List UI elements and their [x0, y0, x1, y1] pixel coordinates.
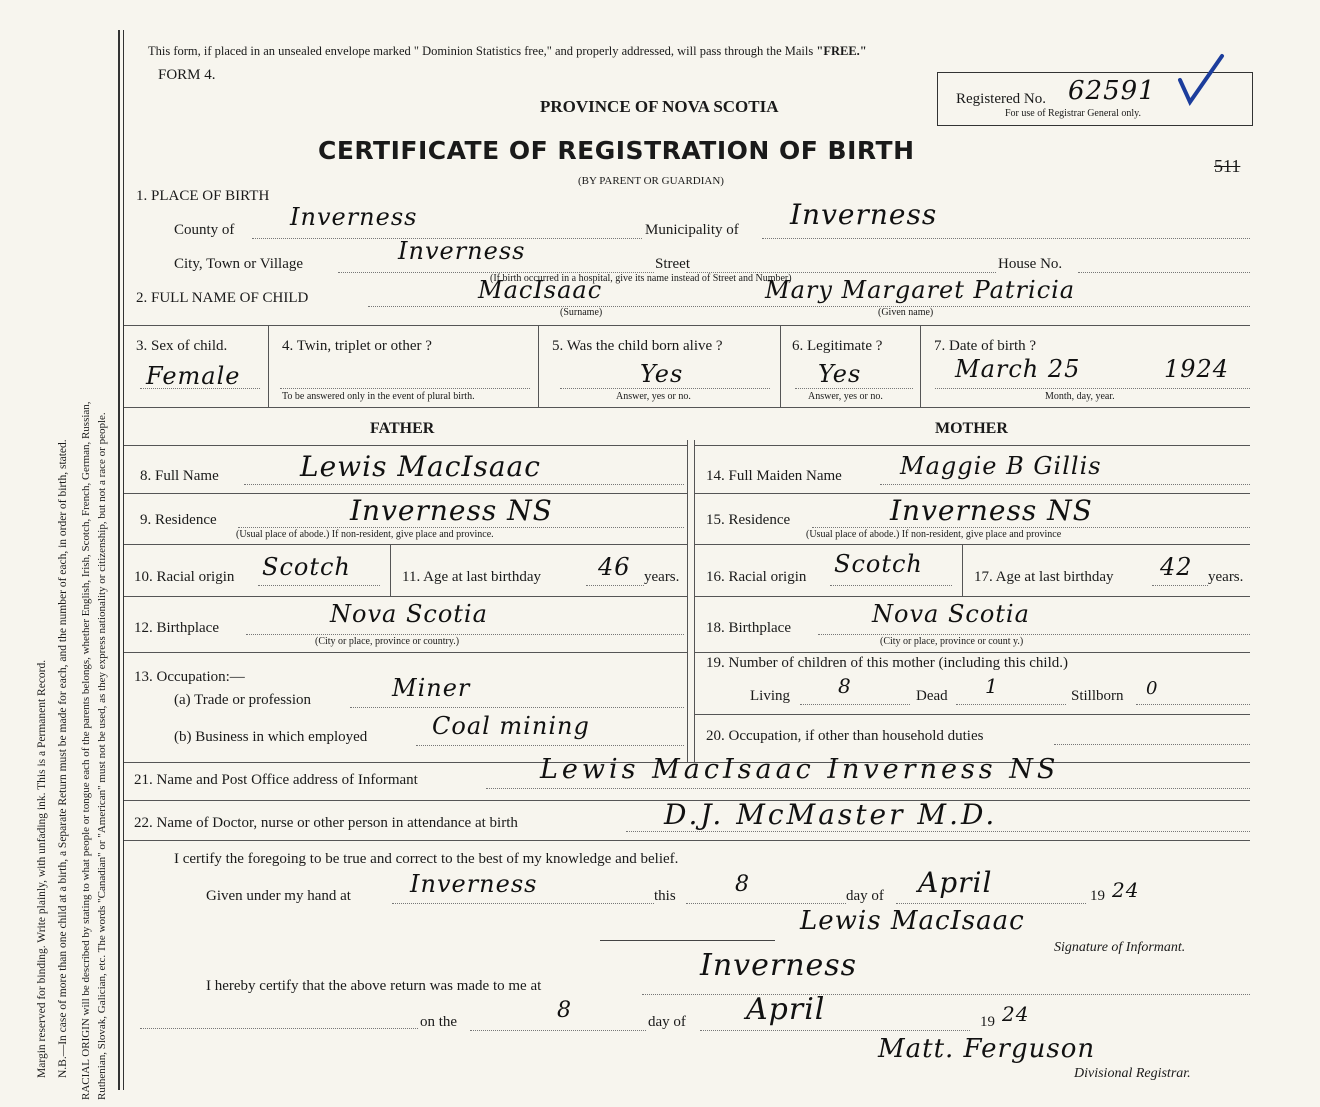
father-age-line	[586, 585, 644, 586]
father-years-label: years.	[644, 569, 680, 585]
mother-name-label: 14. Full Maiden Name	[706, 468, 842, 484]
left-border	[118, 30, 120, 1090]
municipality-value: Inverness	[790, 198, 938, 231]
mother-residence-line	[812, 527, 1250, 528]
registered-note: For use of Registrar General only.	[1005, 108, 1141, 119]
row12-bottom-mother	[694, 652, 1250, 653]
father-heading: FATHER	[370, 420, 435, 437]
mail-notice-free: "FREE."	[816, 44, 867, 58]
mother-occupation-line	[1054, 744, 1250, 745]
informant-signature: Lewis MacIsaac	[800, 906, 1025, 936]
mother-years-label: years.	[1208, 569, 1244, 585]
mother-living-line	[800, 704, 910, 705]
row10-bottom-father	[124, 596, 687, 597]
registrar-month-line	[700, 1030, 970, 1031]
informant-line	[486, 788, 1250, 789]
mother-living-label: Living	[750, 688, 790, 704]
city-label: City, Town or Village	[174, 256, 304, 272]
father-birthplace-line	[246, 634, 684, 635]
divider-row3-bottom	[124, 407, 1250, 408]
father-age-label: 11. Age at last birthday	[402, 569, 541, 585]
sex-line	[140, 388, 260, 389]
mother-heading-rule	[694, 445, 1250, 446]
mother-stillborn-label: Stillborn	[1071, 688, 1124, 704]
child-surname: MacIsaac	[478, 276, 603, 304]
father-business-line	[416, 745, 684, 746]
city-value: Inverness	[398, 237, 526, 265]
father-racial-line	[258, 585, 380, 586]
check-mark-icon	[1176, 52, 1226, 112]
registrar-day-of-label: day of	[648, 1014, 686, 1030]
father-birthplace-note: (City or place, province or country.)	[315, 636, 460, 647]
certify-text: I certify the foregoing to be true and correct to the best of my knowledge and belief.	[174, 851, 679, 867]
given-day: 8	[735, 872, 750, 897]
divider-row3-top	[124, 325, 1250, 326]
mother-birthplace-line	[818, 634, 1250, 635]
page-subtitle: (BY PARENT OR GUARDIAN)	[578, 175, 724, 187]
page-title: CERTIFICATE OF REGISTRATION OF BIRTH	[318, 136, 915, 165]
mother-birthplace-note: (City or place, province or count y.)	[880, 636, 1024, 647]
row3-div-3	[780, 325, 781, 407]
child-given-name: Mary Margaret Patricia	[765, 276, 1076, 304]
alive-line	[560, 388, 770, 389]
father-occupation-label: 13. Occupation:—	[134, 669, 245, 685]
dob-line	[935, 388, 1250, 389]
registrar-place: Inverness	[700, 948, 858, 983]
father-residence-note: (Usual place of abode.) If non-resident, give place and province.	[236, 529, 494, 540]
twin-label: 4. Twin, triplet or other ?	[282, 338, 432, 354]
father-birthplace-value: Nova Scotia	[330, 600, 488, 628]
father-name-line	[244, 484, 684, 485]
given-place-line	[392, 903, 654, 904]
mother-age-line	[1152, 585, 1208, 586]
doctor-value: D.J. McMaster M.D.	[664, 798, 998, 831]
mail-notice	[148, 44, 867, 59]
margin-note-1: Margin reserved for binding. Write plainly, with unfading ink. This is a Permanent Record.	[36, 659, 48, 1078]
legitimate-note: Answer, yes or no.	[808, 391, 883, 402]
mother-dead-value: 1	[985, 674, 999, 698]
mother-birthplace-label: 18. Birthplace	[706, 620, 791, 636]
informant-label: 21. Name and Post Office address of Informant	[134, 772, 418, 788]
alive-value: Yes	[640, 360, 684, 388]
father-residence-line	[238, 527, 684, 528]
doctor-label: 22. Name of Doctor, nurse or other person in attendance at birth	[134, 815, 518, 831]
mother-name-value: Maggie B Gillis	[900, 452, 1102, 480]
signature-line	[600, 940, 775, 941]
given-place: Inverness	[410, 870, 538, 898]
informant-value: Lewis MacIsaac Inverness NS	[540, 754, 1060, 785]
surname-caption: (Surname)	[560, 307, 603, 318]
on-the-label: on the	[420, 1014, 458, 1030]
mother-occupation-label: 20. Occupation, if other than household duties	[706, 728, 984, 744]
father-business-label: (b) Business in which employed	[174, 729, 368, 745]
signature-label: Signature of Informant.	[1054, 940, 1186, 955]
margin-note-3: RACIAL ORIGIN will be described by stating to what people or tongue each of the parents belongs, whether English, Irish, Scotch, French, German, Russian,	[80, 401, 92, 1100]
father-residence-value: Inverness NS	[350, 494, 553, 527]
child-name-line	[368, 306, 1250, 307]
registrar-certify-text: I hereby certify that the above return was made to me at	[206, 978, 542, 994]
mother-stillborn-line	[1136, 704, 1250, 705]
margin-note-2: N.B.—In case of more than one child at a birth, a Separate Return must be made for each, and the number of each, in order of birth, stated.	[57, 439, 69, 1078]
registered-label: Registered No.	[956, 91, 1046, 107]
father-birthplace-label: 12. Birthplace	[134, 620, 219, 636]
registrar-signature: Matt. Ferguson	[878, 1034, 1096, 1064]
row22-bottom	[124, 840, 1250, 841]
this-label: this	[654, 888, 676, 904]
registrar-day-line	[470, 1030, 646, 1031]
mother-racial-value: Scotch	[834, 550, 923, 578]
house-line	[1078, 272, 1250, 273]
registered-number: 62591	[1068, 76, 1156, 106]
center-divider-a	[687, 440, 688, 762]
row9-bottom-father	[124, 544, 687, 545]
row3-div-1	[268, 325, 269, 407]
registrar-year-suffix: 24	[1002, 1002, 1030, 1026]
month-line	[896, 903, 1086, 904]
hospital-note: (If birth occurred in a hospital, give its name instead of Street and Number)	[490, 273, 792, 284]
father-racial-value: Scotch	[262, 553, 351, 581]
row19-bottom-mother	[694, 714, 1250, 715]
father-business-value: Coal mining	[432, 712, 590, 740]
father-trade-value: Miner	[392, 674, 471, 702]
father-racial-divider	[390, 544, 391, 596]
house-label: House No.	[998, 256, 1063, 272]
dob-note: Month, day, year.	[1045, 391, 1115, 402]
legitimate-value: Yes	[818, 360, 862, 388]
alive-label: 5. Was the child born alive ?	[552, 338, 723, 354]
given-month: April	[918, 866, 993, 899]
mother-dead-line	[956, 704, 1066, 705]
father-name-label: 8. Full Name	[140, 468, 219, 484]
day-of-label: day of	[846, 888, 884, 904]
father-racial-label: 10. Racial origin	[134, 569, 235, 585]
sex-label: 3. Sex of child.	[136, 338, 228, 354]
father-heading-rule	[124, 445, 687, 446]
registrar-left-line	[140, 1028, 418, 1029]
mother-age-label: 17. Age at last birthday	[974, 569, 1114, 585]
mother-dead-label: Dead	[916, 688, 948, 704]
father-trade-line	[350, 707, 684, 708]
given-name-caption: (Given name)	[878, 307, 934, 318]
mother-children-label: 19. Number of children of this mother (including this child.)	[706, 655, 1069, 671]
place-of-birth-label: 1. PLACE OF BIRTH	[136, 188, 270, 204]
father-age-value: 46	[598, 553, 631, 581]
row9-bottom-mother	[694, 544, 1250, 545]
registrar-signature-label: Divisional Registrar.	[1074, 1066, 1191, 1081]
municipality-line	[762, 238, 1250, 239]
registrar-day: 8	[557, 998, 572, 1023]
given-year-prefix: 19	[1090, 888, 1105, 904]
mother-birthplace-value: Nova Scotia	[872, 600, 1030, 628]
county-value: Inverness	[290, 203, 418, 231]
father-trade-label: (a) Trade or profession	[174, 692, 312, 708]
mother-racial-line	[830, 585, 952, 586]
mother-racial-divider	[962, 544, 963, 596]
mother-age-value: 42	[1160, 553, 1193, 581]
registrar-place-line	[642, 994, 1250, 995]
form-number: FORM 4.	[158, 67, 216, 83]
row10-bottom-mother	[694, 596, 1250, 597]
mother-racial-label: 16. Racial origin	[706, 569, 807, 585]
margin-note-4: Ruthenian, Slovak, Galician, etc. The words "Canadian" or "American" must not be used, as they express nationality or citizenship, but not a race or people.	[96, 412, 108, 1100]
mail-notice-text: This form, if placed in an unsealed envelope marked " Dominion Statistics free," and properly addressed, will pass through the Mails	[148, 44, 817, 58]
mother-residence-value: Inverness NS	[890, 494, 1093, 527]
row3-div-4	[920, 325, 921, 407]
dob-month-day: March 25	[955, 355, 1081, 383]
father-residence-label: 9. Residence	[140, 512, 217, 528]
corner-mark: 511	[1214, 156, 1241, 176]
street-label: Street	[655, 256, 690, 272]
province-heading: PROVINCE OF NOVA SCOTIA	[540, 97, 779, 116]
dob-year: 1924	[1164, 355, 1230, 383]
mother-residence-note: (Usual place of abode.) If non-resident, give place and province	[806, 529, 1062, 540]
twin-line	[280, 388, 530, 389]
row12-bottom-father	[124, 652, 687, 653]
twin-note: To be answered only in the event of plural birth.	[282, 391, 475, 402]
municipality-label: Municipality of	[645, 222, 739, 238]
sex-value: Female	[146, 362, 241, 390]
county-label: County of	[174, 222, 235, 238]
mother-residence-label: 15. Residence	[706, 512, 791, 528]
mother-heading: MOTHER	[935, 420, 1008, 437]
registrar-month: April	[746, 992, 826, 1027]
left-border-inner	[123, 30, 124, 1090]
mother-name-line	[880, 484, 1250, 485]
day-line	[686, 903, 846, 904]
given-year-suffix: 24	[1112, 878, 1140, 902]
given-label: Given under my hand at	[206, 888, 351, 904]
row3-div-2	[538, 325, 539, 407]
doctor-line	[626, 831, 1250, 832]
child-name-label: 2. FULL NAME OF CHILD	[136, 290, 309, 306]
legitimate-label: 6. Legitimate ?	[792, 338, 883, 354]
dob-label: 7. Date of birth ?	[934, 338, 1037, 354]
legitimate-line	[795, 388, 913, 389]
alive-note: Answer, yes or no.	[616, 391, 691, 402]
father-name-value: Lewis MacIsaac	[300, 450, 541, 483]
mother-living-value: 8	[838, 674, 852, 698]
registrar-year-prefix: 19	[980, 1014, 995, 1030]
mother-stillborn-value: 0	[1146, 678, 1159, 699]
